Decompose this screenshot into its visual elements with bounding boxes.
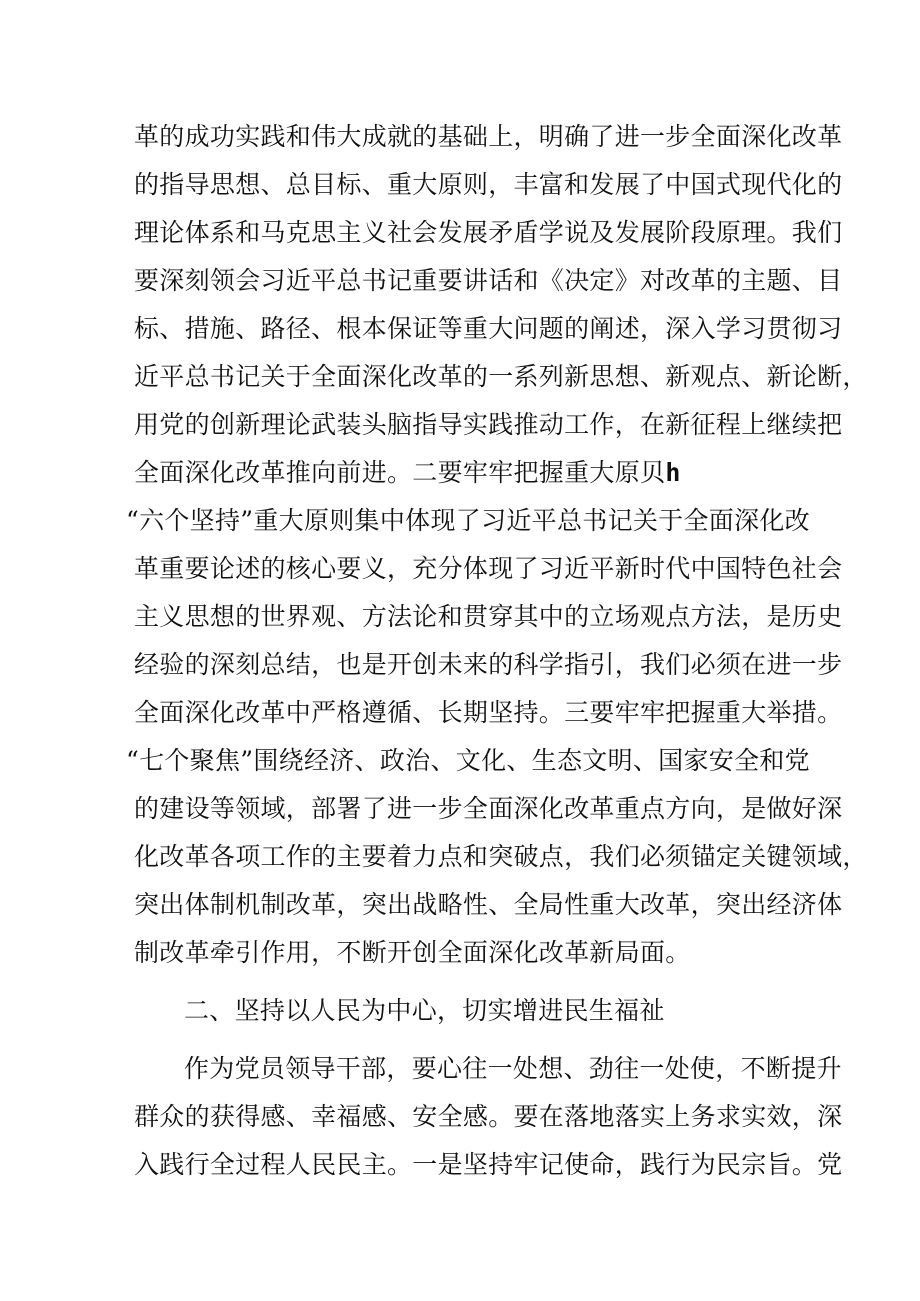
text-line: 制改革牵引作用，不断开创全面深化改革新局面。 bbox=[134, 938, 691, 967]
text-line: 化改革各项工作的主要着力点和突破点，我们必须锚定关键领域， bbox=[134, 842, 868, 871]
text-line: 主义思想的世界观、方法论和贯穿其中的立场观点方法，是历史 bbox=[134, 602, 843, 631]
text-line: 经验的深刻总结，也是开创未来的科学指引，我们必须在进一步 bbox=[134, 650, 843, 679]
text-line: 近平总书记关于全面深化改革的一系列新思想、新观点、新论断， bbox=[134, 362, 868, 391]
text-line: 群众的获得感、幸福感、安全感。要在落地落实上务求实效，深 bbox=[134, 1102, 843, 1131]
text-line: 要深刻领会习近平总书记重要讲话和《决定》对改革的主题、目 bbox=[134, 266, 843, 295]
text-line: 全面深化改革中严格遵循、长期坚持。三要牢牢把握重大举措。 bbox=[134, 698, 843, 727]
text-line: 入践行全过程人民民主。一是坚持牢记使命，践行为民宗旨。党 bbox=[134, 1150, 843, 1179]
text-line: 革重要论述的核心要义，充分体现了习近平新时代中国特色社会 bbox=[134, 554, 843, 583]
text-line: 理论体系和马克思主义社会发展矛盾学说及发展阶段原理。我们 bbox=[134, 218, 843, 247]
text-run-stray-glyph: h bbox=[665, 458, 681, 487]
section-heading: 二、坚持以人民为中心，切实增进民生福祉 bbox=[184, 996, 665, 1025]
text-line: “六个坚持”重大原则集中体现了习近平总书记关于全面深化改 bbox=[126, 506, 810, 535]
text-run: 全面深化改革推向前进。二要牢牢把握重大原贝 bbox=[134, 458, 666, 487]
text-line bbox=[134, 449, 794, 497]
text-line: 突出体制机制改革，突出战略性、全局性重大改革，突出经济体 bbox=[134, 890, 843, 919]
text-line: 革的成功实践和伟大成就的基础上，明确了进一步全面深化改革 bbox=[134, 122, 843, 151]
text-line: 的建设等领域，部署了进一步全面深化改革重点方向，是做好深 bbox=[134, 794, 843, 823]
text-line: 的指导思想、总目标、重大原则，丰富和发展了中国式现代化的 bbox=[134, 170, 843, 199]
body-text bbox=[126, 113, 868, 1189]
text-line: 作为党员领导干部，要心往一处想、劲往一处使，不断提升 bbox=[184, 1054, 842, 1083]
text-line: 用党的创新理论武装头脑指导实践推动工作，在新征程上继续把 bbox=[134, 410, 843, 439]
text-line: 标、措施、路径、根本保证等重大问题的阐述，深入学习贯彻习 bbox=[134, 314, 843, 343]
text-line: “七个聚焦”围绕经济、政治、文化、生态文明、国家安全和党 bbox=[126, 746, 810, 775]
